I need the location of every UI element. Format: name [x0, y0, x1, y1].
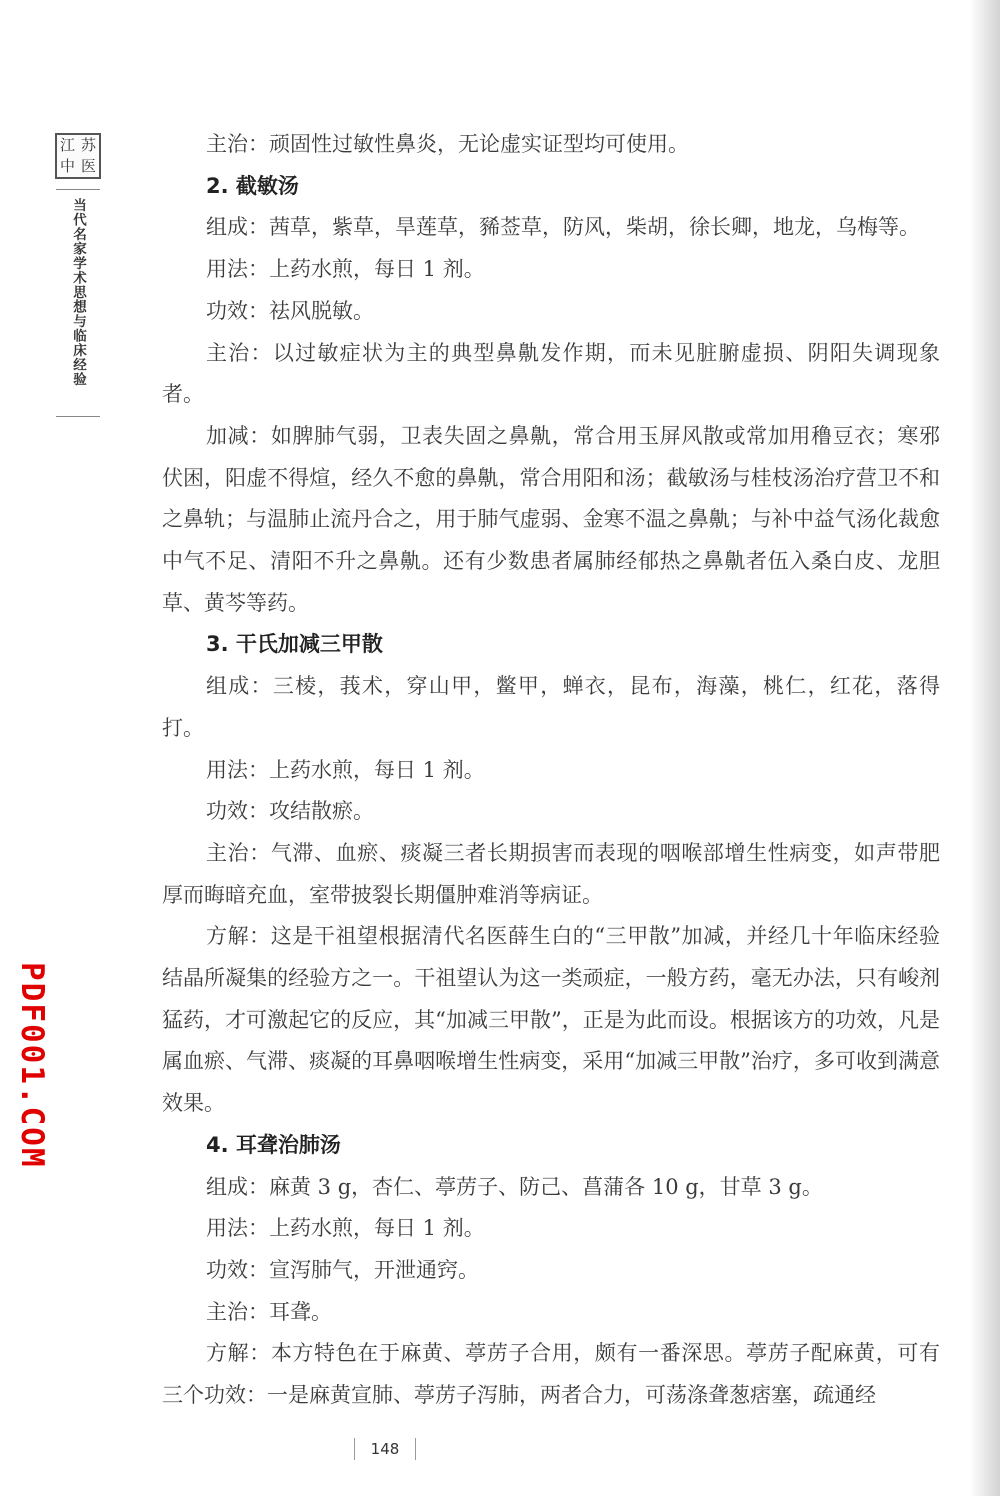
paragraph: 用法：上药水煎，每日 1 剂。 [206, 1216, 485, 1241]
watermark: PDF001.COM [14, 962, 50, 1169]
paragraph: 主治：气滞、血瘀、痰凝三者长期损害而表现的咽喉部增生性病变，如声带肥厚而晦暗充血，室带披裂长期僵肿难消等病证。 [162, 840, 940, 907]
seal-char: 医 [80, 157, 96, 175]
paragraph: 主治：以过敏症状为主的典型鼻鼽发作期，而未见脏腑虚损、阴阳失调现象者。 [162, 340, 940, 407]
paragraph: 用法：上药水煎，每日 1 剂。 [206, 257, 485, 282]
paragraph: 组成：麻黄 3 g，杏仁、葶苈子、防己、菖蒲各 10 g，甘草 3 g。 [206, 1174, 823, 1199]
seal-char: 苏 [80, 136, 96, 154]
paragraph: 方解：本方特色在于麻黄、葶苈子合用，颇有一番深思。葶苈子配麻黄，可有三个功效：一是麻黄宣肺、葶苈子泻肺，两者合力，可荡涤聋葱痞塞，疏通经 [162, 1341, 940, 1408]
paragraph: 方解：这是干祖望根据清代名医薛生白的“三甲散”加减，并经几十年临床经验结晶所凝集的经验方之一。干祖望认为这一类顽症，一般方药，毫无办法，只有峻剂猛药，才可激起它的反应，其“加减三甲散”，正是为此而设。根据该方的功效，凡是属血瘀、气滞、痰凝的耳鼻咽喉增生性病变，采用“加减三甲散”治疗，多可收到满意效果。 [162, 924, 940, 1116]
sidebar-rule-top [56, 189, 100, 190]
paragraph: 主治：顽固性过敏性鼻炎，无论虚实证型均可使用。 [206, 132, 689, 156]
page-edge-shadow [970, 0, 1000, 1496]
paragraph: 功效：宣泻肺气，开泄通窍。 [206, 1257, 479, 1282]
seal-char: 江 [59, 136, 75, 154]
paragraph: 主治：耳聋。 [206, 1299, 332, 1324]
section-heading: 3. 干氏加减三甲散 [206, 632, 383, 657]
sidebar-rule-bottom [56, 416, 100, 417]
paragraph: 功效：攻结散瘀。 [206, 799, 374, 824]
seal-char: 中 [59, 157, 75, 175]
section-heading: 4. 耳聋治肺汤 [206, 1132, 341, 1157]
series-title: 当代名家学术思想与临床经验 [70, 198, 86, 387]
section-heading: 2. 截敏汤 [206, 173, 299, 198]
paragraph: 功效：祛风脱敏。 [206, 298, 374, 323]
paragraph: 组成：茜草，紫草，旱莲草，豨莶草，防风，柴胡，徐长卿，地龙，乌梅等。 [206, 215, 920, 240]
publisher-seal [55, 133, 101, 179]
page-body [162, 124, 940, 1417]
paragraph: 加减：如脾肺气弱，卫表失固之鼻鼽，常合用玉屏风散或常加用穞豆衣；寒邪伏困，阳虚不得煊，经久不愈的鼻鼽，常合用阳和汤；截敏汤与桂枝汤治疗营卫不和之鼻轨；与温肺止流丹合之，用于肺气虚弱、金寒不温之鼻鼽；与补中益气汤化裁愈中气不足、清阳不升之鼻鼽。还有少数患者属肺经郁热之鼻鼽者伍入桑白皮、龙胆草、黄芩等药。 [162, 423, 940, 615]
paragraph: 用法：上药水煎，每日 1 剂。 [206, 757, 485, 782]
paragraph: 组成：三棱，莪术，穿山甲，鳖甲，蝉衣，昆布，海藻，桃仁，红花，落得打。 [162, 674, 940, 740]
page-number: 148 [354, 1438, 416, 1460]
